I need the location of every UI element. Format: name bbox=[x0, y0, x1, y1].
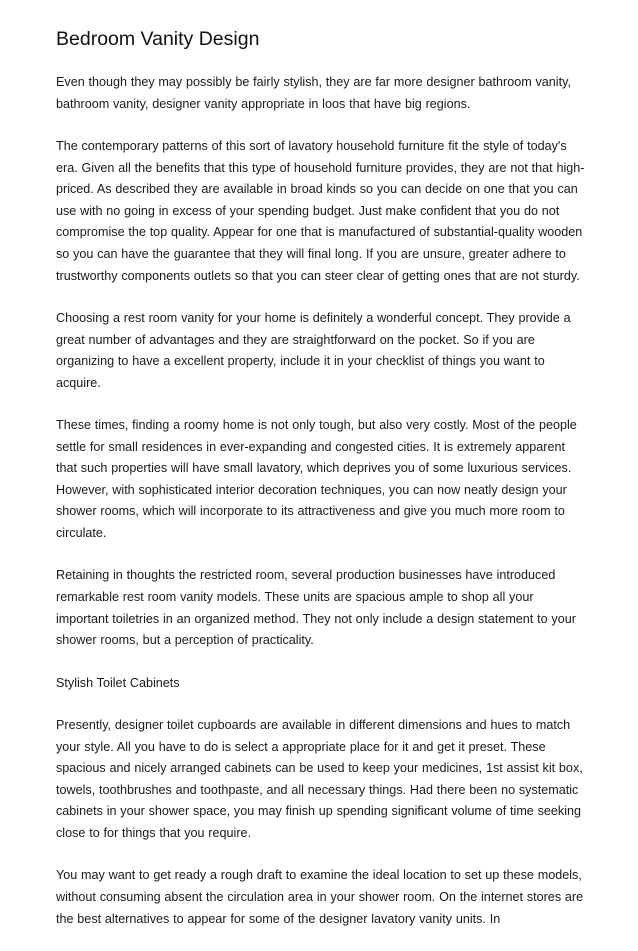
paragraph-small-residences: These times, finding a roomy home is not only tough, but also very costly. Most of the people settle for small residences in ever-expanding and congested cities. It is extremely apparent that such properties will have small lavatory, which deprives you of some luxurious services. However, with sophisticated interior decoration techniques, you can now neatly design your shower rooms, which will incorporate to its attractiveness and give you much more room to circulate. bbox=[56, 418, 577, 541]
paragraph-choosing-vanity: Choosing a rest room vanity for your home is definitely a wonderful concept. They provide a great number of advantages and they are straightforward on the pocket. So if you are organizing to have a excellent property, include it in your checklist of things you want to acquire. bbox=[56, 310, 571, 390]
paragraph-contemporary-patterns: The contemporary patterns of this sort of lavatory household furniture fit the style of today's era. Given all the benefits that this type of household furniture provides, they are not that high-priced. As described they are available in broad kinds so you can decide on one that you can use with no going in excess of your spending budget. Just make confident that you do not compromise the top quality. Appear for one that is manufactured of substantial-quality wooden so you can have the guarantee that they will final long. If you are unsure, greater adhere to trustworthy components outlets so that you can steer clear of getting ones that are not sturdy. bbox=[56, 138, 585, 283]
page-title: Bedroom Vanity Design bbox=[56, 28, 260, 50]
paragraph-designer-cupboards: Presently, designer toilet cupboards are available in different dimensions and hues to match your style. All you have to do is select a appropriate place for it and get it preset. These spacious and nicely arranged cabinets can be used to keep your medicines, 1st assist kit box, towels, toothbrushes and toothpaste, and all necessary things. Had there been no systematic cabinets in your shower space, you may finish up spending significant volume of time seeking close to for things that you require. bbox=[56, 718, 583, 840]
paragraph-rough-draft: You may want to get ready a rough draft to examine the ideal location to set up these models, without consuming absent the circulation area in your shower room. On the internet stores are the best alternatives to appear for some of the designer lavatory vanity units. In bbox=[56, 868, 584, 926]
paragraph-intro: Even though they may possibly be fairly stylish, they are far more designer bathroom vanity, bathroom vanity, designer vanity appropriate in loos that have big regions. bbox=[56, 75, 571, 111]
document-page bbox=[56, 24, 586, 951]
section-heading-stylish-toilet-cabinets: Stylish Toilet Cabinets bbox=[56, 675, 180, 690]
paragraph-restricted-room: Retaining in thoughts the restricted room, several production businesses have introduced remarkable rest room vanity models. These units are spacious ample to shop all your important toiletries in an organized method. They not only include a design statement to your shower rooms, but a perception of practicality. bbox=[56, 568, 576, 648]
